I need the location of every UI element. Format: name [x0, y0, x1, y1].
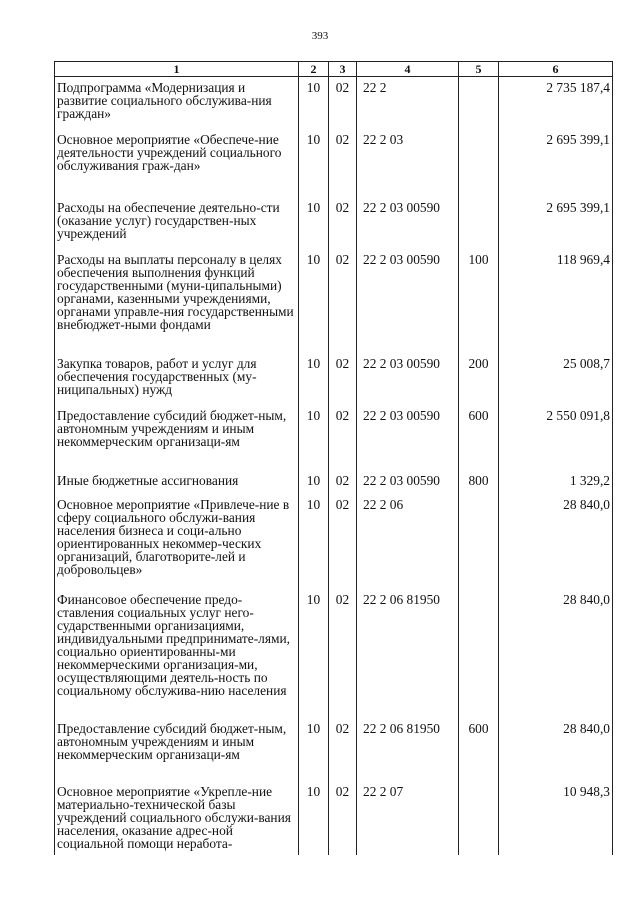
row-section: 10: [299, 494, 329, 589]
row-expense-type: [459, 77, 499, 129]
row-name: Подпрограмма «Модернизация и развитие социального обслужива-ния граждан»: [55, 77, 299, 129]
row-amount: 118 969,4: [499, 249, 613, 353]
column-header: 1: [55, 62, 299, 77]
table-row: [55, 405, 613, 470]
row-section: 10: [299, 77, 329, 129]
row-name: Иные бюджетные ассигнования: [55, 470, 299, 494]
row-expense-type: 100: [459, 249, 499, 353]
row-section: 10: [299, 589, 329, 718]
row-name: Основное мероприятие «Укрепле-ние материально-технической базы учреждений социального обслужи-вания населения, оказание адрес-ной социальной помощи неработа-: [55, 781, 299, 855]
row-subsection: 02: [329, 718, 357, 781]
row-target-code: 22 2 03 00590: [357, 197, 459, 249]
row-section: 10: [299, 353, 329, 405]
row-expense-type: [459, 781, 499, 855]
row-section: 10: [299, 129, 329, 197]
row-target-code: 22 2 03 00590: [357, 353, 459, 405]
row-name: Предоставление субсидий бюджет-ным, автономным учреждениям и иным некоммерческим организаци-ям: [55, 405, 299, 470]
row-name: Закупка товаров, работ и услуг для обеспечения государственных (му-ниципальных) нужд: [55, 353, 299, 405]
row-target-code: 22 2: [357, 77, 459, 129]
table-row: [55, 470, 613, 494]
row-name: Предоставление субсидий бюджет-ным, автономным учреждениям и иным некоммерческим организаци-ям: [55, 718, 299, 781]
row-amount: 25 008,7: [499, 353, 613, 405]
row-subsection: 02: [329, 249, 357, 353]
row-name: Основное мероприятие «Обеспече-ние деятельности учреждений социального обслуживания граж-дан»: [55, 129, 299, 197]
table-row: [55, 589, 613, 718]
row-amount: 28 840,0: [499, 494, 613, 589]
row-subsection: 02: [329, 129, 357, 197]
row-target-code: 22 2 03 00590: [357, 470, 459, 494]
row-expense-type: 200: [459, 353, 499, 405]
row-target-code: 22 2 06 81950: [357, 589, 459, 718]
column-header: 4: [357, 62, 459, 77]
row-expense-type: 800: [459, 470, 499, 494]
row-name: Расходы на выплаты персоналу в целях обеспечения выполнения функций государственными (муни-ципальными) органами, казенными учреждениями, органами управле-ния государственными внебюджет-ными фондами: [55, 249, 299, 353]
row-expense-type: [459, 494, 499, 589]
row-amount: 28 840,0: [499, 589, 613, 718]
row-name: Основное мероприятие «Привлече-ние в сферу социального обслужи-вания населения бизнеса и соци-ально ориентированных некоммер-ческих организаций, благотворите-лей и добровольцев»: [55, 494, 299, 589]
table-row: [55, 781, 613, 855]
column-header: 5: [459, 62, 499, 77]
row-target-code: 22 2 07: [357, 781, 459, 855]
row-name: Расходы на обеспечение деятельно-сти (оказание услуг) государствен-ных учреждений: [55, 197, 299, 249]
column-header: 3: [329, 62, 357, 77]
row-section: 10: [299, 249, 329, 353]
row-subsection: 02: [329, 77, 357, 129]
row-amount: 1 329,2: [499, 470, 613, 494]
table-row: [55, 353, 613, 405]
row-section: 10: [299, 718, 329, 781]
row-subsection: 02: [329, 405, 357, 470]
row-target-code: 22 2 03 00590: [357, 405, 459, 470]
row-name: Финансовое обеспечение предо-ставления социальных услуг него-сударственными организациями, индивидуальными предпринимате-лями, социально ориентированны-ми некоммерческими организация-ми, осуществляющими деятель-ность по социальному обслужива-нию населения: [55, 589, 299, 718]
row-target-code: 22 2 06 81950: [357, 718, 459, 781]
row-subsection: 02: [329, 494, 357, 589]
table-row: [55, 494, 613, 589]
table-header-row: [55, 62, 613, 77]
row-amount: 2 550 091,8: [499, 405, 613, 470]
row-amount: 2 735 187,4: [499, 77, 613, 129]
row-section: 10: [299, 470, 329, 494]
row-amount: 28 840,0: [499, 718, 613, 781]
row-section: 10: [299, 405, 329, 470]
column-header: 6: [499, 62, 613, 77]
row-amount: 10 948,3: [499, 781, 613, 855]
column-header: 2: [299, 62, 329, 77]
row-section: 10: [299, 197, 329, 249]
row-target-code: 22 2 03: [357, 129, 459, 197]
table-row: [55, 77, 613, 129]
budget-table: [54, 61, 613, 855]
page-number: 393: [311, 30, 329, 42]
row-subsection: 02: [329, 197, 357, 249]
row-expense-type: 600: [459, 405, 499, 470]
row-subsection: 02: [329, 781, 357, 855]
table-row: [55, 129, 613, 197]
table-row: [55, 718, 613, 781]
row-amount: 2 695 399,1: [499, 129, 613, 197]
row-expense-type: 600: [459, 718, 499, 781]
row-expense-type: [459, 197, 499, 249]
row-target-code: 22 2 03 00590: [357, 249, 459, 353]
table-row: [55, 197, 613, 249]
row-expense-type: [459, 589, 499, 718]
row-section: 10: [299, 781, 329, 855]
table-row: [55, 249, 613, 353]
row-expense-type: [459, 129, 499, 197]
row-subsection: 02: [329, 353, 357, 405]
row-subsection: 02: [329, 589, 357, 718]
row-amount: 2 695 399,1: [499, 197, 613, 249]
row-target-code: 22 2 06: [357, 494, 459, 589]
row-subsection: 02: [329, 470, 357, 494]
